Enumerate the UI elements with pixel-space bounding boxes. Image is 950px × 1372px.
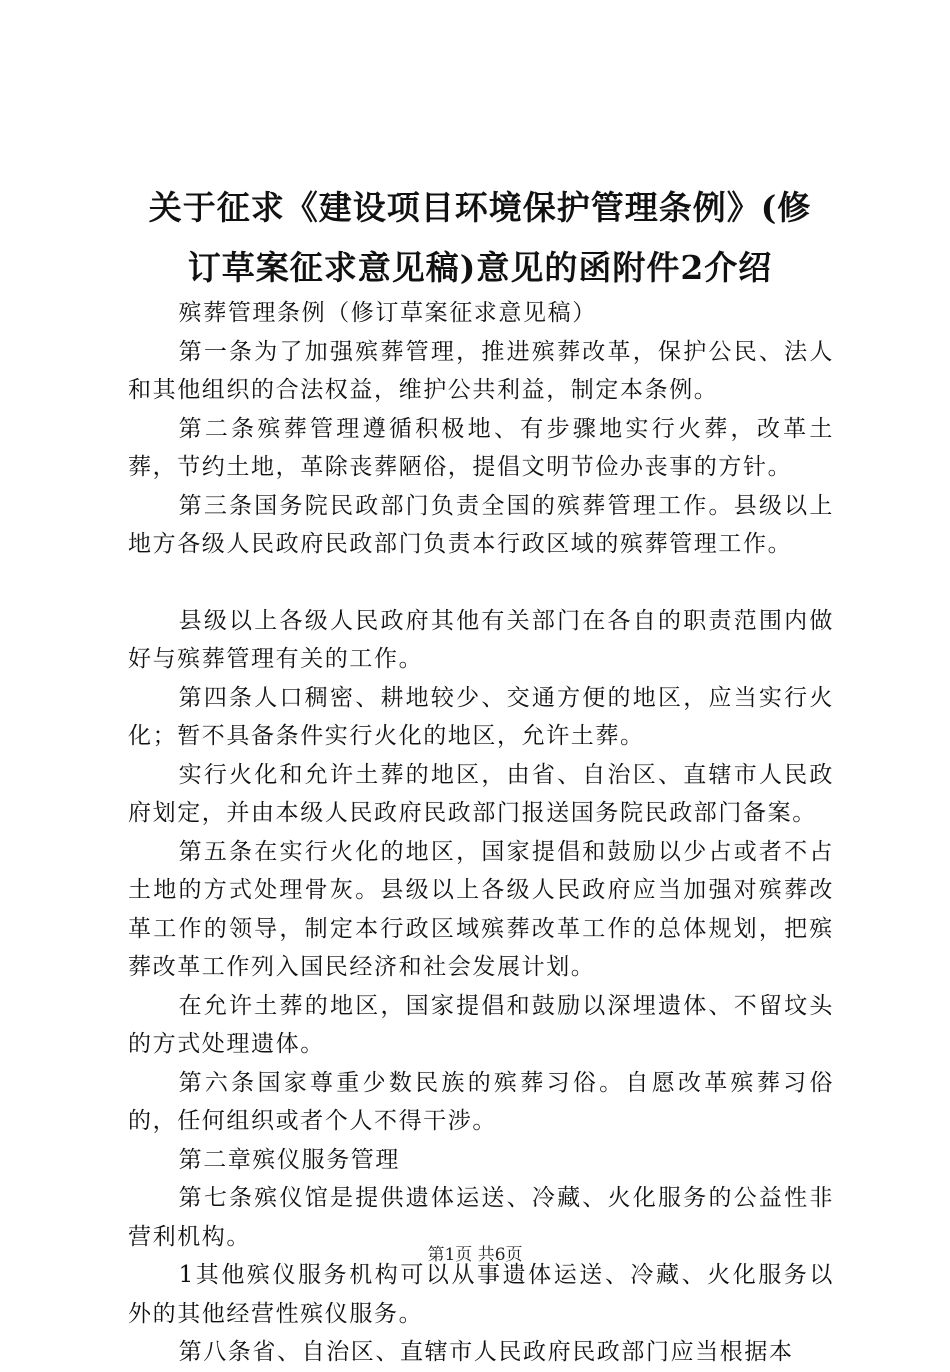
paragraph-article-7: 第七条殡仪馆是提供遗体运送、冷藏、火化服务的公益性非营利机构。 xyxy=(128,1185,834,1250)
paragraph-article-3: 第三条国务院民政部门负责全国的殡葬管理工作。县级以上地方各级人民政府民政部门负责本行政区域的殡葬管理工作。 xyxy=(128,492,834,557)
document-body xyxy=(128,294,834,1372)
paragraph-article-4-cont: 实行火化和允许土葬的地区，由省、自治区、直辖市人民政府划定，并由本级人民政府民政部门报送国务院民政部门备案。 xyxy=(128,761,834,826)
paragraph-article-6: 第六条国家尊重少数民族的殡葬习俗。自愿改革殡葬习俗的，任何组织或者个人不得干涉。 xyxy=(128,1069,834,1134)
paragraph-article-8: 第八条省、自治区、直辖市人民政府民政部门应当根据本 xyxy=(178,1339,794,1365)
paragraph-article-7-cont: 1其他殡仪服务机构可以从事遗体运送、冷藏、火化服务以外的其他经营性殡仪服务。 xyxy=(128,1262,834,1327)
chapter-heading: 第二章殡仪服务管理 xyxy=(178,1146,400,1173)
paragraph-article-5-cont: 在允许土葬的地区，国家提倡和鼓励以深埋遗体、不留坟头的方式处理遗体。 xyxy=(128,992,834,1057)
paragraph-article-5: 第五条在实行火化的地区，国家提倡和鼓励以少占或者不占土地的方式处理骨灰。县级以上各级人民政府应当加强对殡葬改革工作的领导，制定本行政区域殡葬改革工作的总体规划，把殡葬改革工作列入国民经济和社会发展计划。 xyxy=(128,838,834,980)
paragraph-article-2: 第二条殡葬管理遵循积极地、有步骤地实行火葬，改革土葬，节约土地，革除丧葬陋俗，提倡文明节俭办丧事的方针。 xyxy=(128,415,834,480)
title-line-2: 订草案征求意见稿)意见的函附件2介绍 xyxy=(187,248,773,287)
paragraph-subtitle: 殡葬管理条例（修订草案征求意见稿） xyxy=(178,300,597,326)
page-footer: 第1页 共6页 xyxy=(427,1245,523,1265)
paragraph-article-4: 第四条人口稠密、耕地较少、交通方便的地区，应当实行火化；暂不具备条件实行火化的地区，允许土葬。 xyxy=(128,684,834,749)
paragraph-article-1: 第一条为了加强殡葬管理，推进殡葬改革，保护公民、法人和其他组织的合法权益，维护公共利益，制定本条例。 xyxy=(128,338,834,403)
paragraph-article-3-cont: 县级以上各级人民政府其他有关部门在各自的职责范围内做好与殡葬管理有关的工作。 xyxy=(128,607,834,672)
document-title xyxy=(120,178,840,298)
title-line-1: 关于征求《建设项目环境保护管理条例》(修 xyxy=(148,188,812,227)
